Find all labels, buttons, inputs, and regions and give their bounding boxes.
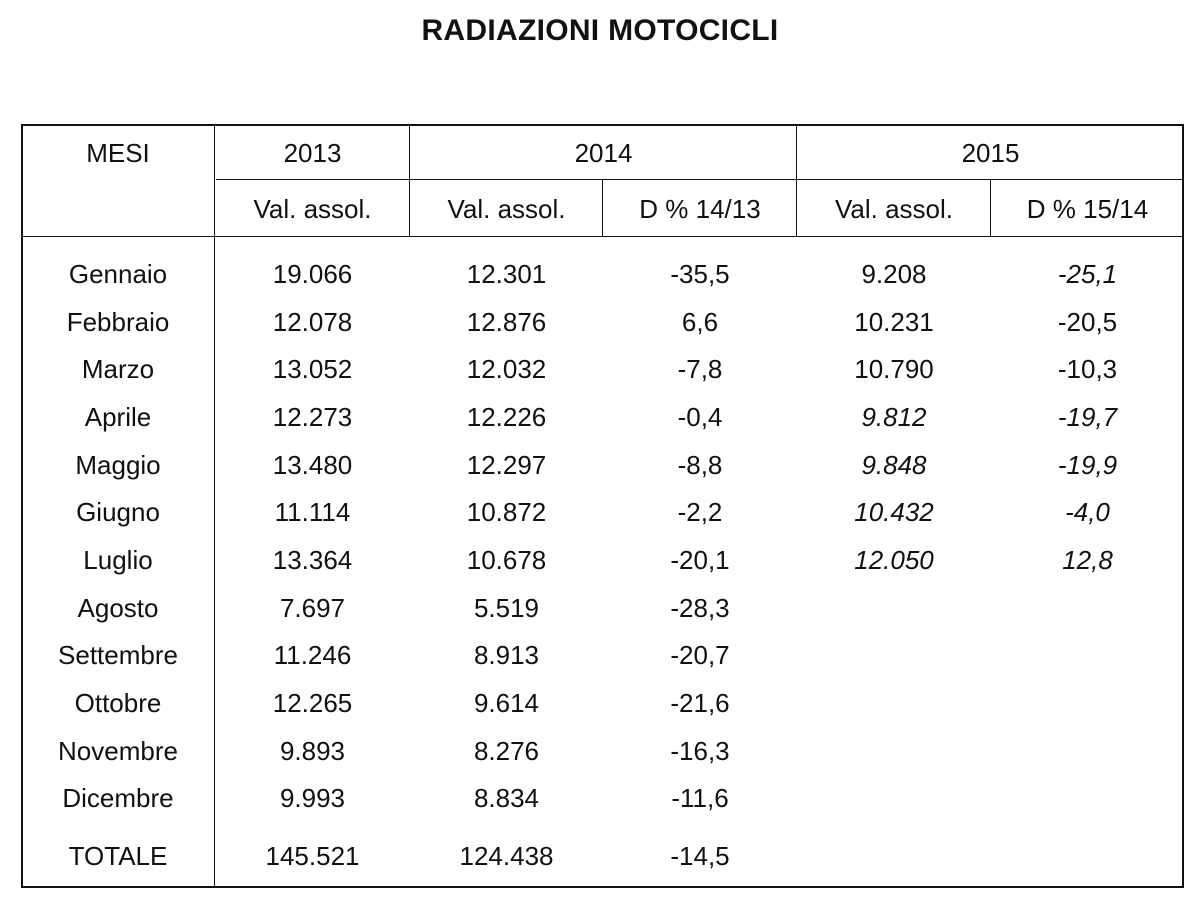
- value-2014-cell: 12.876: [466, 307, 547, 337]
- delta-15-14-cell: 12,8: [1062, 545, 1113, 575]
- delta-14-13-cell: -2,2: [677, 497, 723, 527]
- value-2015-cell: 9.848: [861, 450, 927, 480]
- delta-14-13-cell: -35,5: [670, 259, 730, 289]
- header-delta-15-14: D % 15/14: [1026, 194, 1149, 224]
- delta-14-13-cell: -0,4: [677, 402, 723, 432]
- delta-14-13-cell: -16,3: [670, 736, 730, 766]
- month-cell: Novembre: [58, 736, 178, 766]
- header-year-2015: 2015: [961, 138, 1020, 168]
- value-2013-cell: 11.114: [274, 497, 351, 527]
- delta-14-13-cell: -14,5: [670, 841, 730, 871]
- value-2013-cell: 9.993: [279, 783, 346, 813]
- value-2014-cell: 10.872: [466, 497, 547, 527]
- value-2014-cell: 8.913: [473, 640, 540, 670]
- month-cell: Ottobre: [74, 688, 162, 718]
- month-cell: Febbraio: [66, 307, 170, 337]
- value-2015-cell: 10.231: [854, 307, 934, 337]
- value-2013-cell: 13.052: [272, 354, 353, 384]
- header-mesi: MESI: [86, 138, 150, 168]
- delta-15-14-cell: -25,1: [1057, 259, 1118, 289]
- month-cell: Luglio: [83, 545, 153, 575]
- value-2015-cell: 10.790: [854, 354, 934, 384]
- value-2014-cell: 5.519: [473, 593, 540, 623]
- value-2013-cell: 145.521: [265, 841, 360, 871]
- value-2014-cell: 8.834: [473, 783, 540, 813]
- month-cell: Giugno: [76, 497, 160, 527]
- column-divider: [214, 125, 215, 887]
- column-divider: [602, 180, 603, 236]
- value-2013-cell: 19.066: [272, 259, 353, 289]
- value-2014-cell: 12.297: [466, 450, 547, 480]
- value-2013-cell: 12.273: [272, 402, 353, 432]
- header-val-assol-2014: Val. assol.: [447, 194, 566, 224]
- page-title: RADIAZIONI MOTOCICLI: [421, 14, 779, 47]
- month-cell: Settembre: [58, 640, 178, 670]
- value-2014-cell: 12.301: [466, 259, 547, 289]
- month-cell: Dicembre: [62, 783, 174, 813]
- value-2013-cell: 12.078: [272, 307, 353, 337]
- value-2015-cell: 10.432: [854, 497, 934, 527]
- value-2013-cell: 11.246: [273, 640, 352, 670]
- value-2014-cell: 9.614: [473, 688, 540, 718]
- value-2013-cell: 9.893: [279, 736, 346, 766]
- delta-14-13-cell: -8,8: [677, 450, 723, 480]
- month-cell: Gennaio: [68, 259, 168, 289]
- value-2015-cell: 12.050: [854, 545, 934, 575]
- month-cell: TOTALE: [68, 841, 168, 871]
- value-2014-cell: 12.226: [466, 402, 547, 432]
- delta-15-14-cell: -4,0: [1065, 497, 1110, 527]
- delta-15-14-cell: -20,5: [1057, 307, 1118, 337]
- value-2015-cell: 9.208: [861, 259, 927, 289]
- column-divider: [990, 180, 991, 236]
- header-delta-14-13: D % 14/13: [639, 194, 761, 224]
- column-divider: [409, 125, 410, 236]
- delta-15-14-cell: -19,9: [1057, 450, 1118, 480]
- value-2013-cell: 7.697: [279, 593, 346, 623]
- value-2014-cell: 10.678: [466, 545, 547, 575]
- header-divider: [216, 179, 1183, 180]
- delta-15-14-cell: -10,3: [1057, 354, 1118, 384]
- header-year-2013: 2013: [283, 138, 342, 168]
- column-divider: [796, 125, 797, 236]
- delta-14-13-cell: 6,6: [681, 307, 719, 337]
- month-cell: Aprile: [84, 402, 152, 432]
- value-2014-cell: 8.276: [473, 736, 540, 766]
- value-2014-cell: 124.438: [459, 841, 554, 871]
- month-cell: Agosto: [77, 593, 159, 623]
- header-bottom-rule: [22, 236, 1183, 237]
- delta-14-13-cell: -21,6: [670, 688, 730, 718]
- value-2013-cell: 13.364: [272, 545, 353, 575]
- value-2013-cell: 12.265: [272, 688, 353, 718]
- value-2014-cell: 12.032: [466, 354, 547, 384]
- value-2013-cell: 13.480: [272, 450, 353, 480]
- header-val-assol-2013: Val. assol.: [253, 194, 372, 224]
- delta-14-13-cell: -20,7: [670, 640, 730, 670]
- header-val-assol-2015: Val. assol.: [834, 194, 953, 224]
- month-cell: Maggio: [75, 450, 161, 480]
- header-year-2014: 2014: [574, 138, 633, 168]
- delta-14-13-cell: -7,8: [677, 354, 723, 384]
- value-2015-cell: 9.812: [861, 402, 927, 432]
- delta-14-13-cell: -28,3: [670, 593, 730, 623]
- month-cell: Marzo: [81, 354, 155, 384]
- delta-14-13-cell: -11,6: [671, 783, 729, 813]
- delta-15-14-cell: -19,7: [1057, 402, 1118, 432]
- delta-14-13-cell: -20,1: [670, 545, 730, 575]
